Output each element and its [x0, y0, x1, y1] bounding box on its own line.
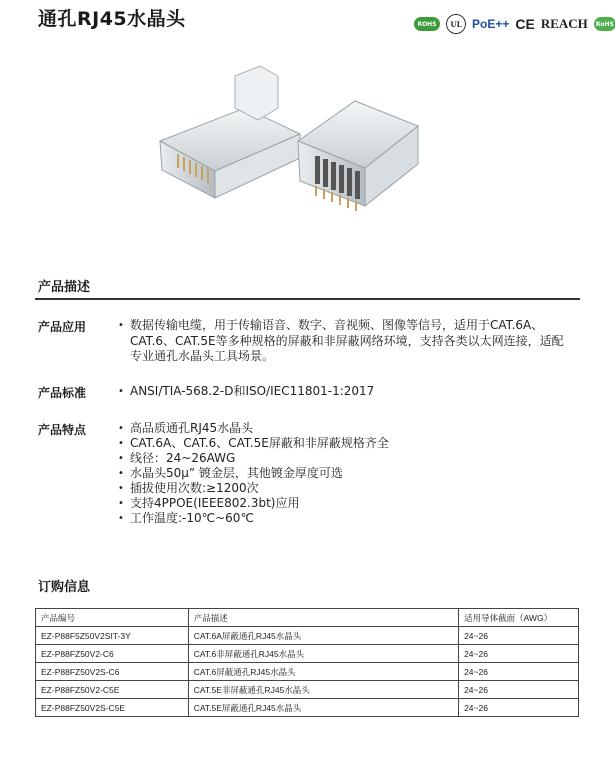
- bullet-icon: •: [118, 498, 124, 509]
- cell-description: CAT.6屏蔽通孔RJ45水晶头: [188, 663, 458, 681]
- table-row: [36, 645, 579, 663]
- description-heading: 产品描述: [38, 280, 91, 295]
- poe-logo: PoE++: [472, 17, 510, 31]
- page-title: 通孔RJ45水晶头: [38, 8, 186, 30]
- cell-part-number: EZ-P88FZ50V2S-C5E: [36, 699, 189, 717]
- header-awg: 适用导体截面（AWG）: [459, 609, 579, 627]
- list-item: • 插拔使用次数:≥1200次: [118, 481, 259, 495]
- application-text: • 数据传输电缆，用于传输语音、数字、音视频、图像等信号，适用于CAT.6A、 CAT.6、CAT.5E等多种规格的屏蔽和非屏蔽网络环境，支持各类以太网连接，适配 专业通孔水晶头工具场景。: [118, 318, 564, 363]
- list-item: • 线径：24~26AWG: [118, 451, 236, 465]
- list-item: • 水晶头50μ” 镀金层，其他镀金厚度可选: [118, 466, 343, 480]
- cell-awg: 24~26: [459, 681, 579, 699]
- cell-awg: 24~26: [459, 627, 579, 645]
- standard-text: • ANSI/TIA-568.2-D和ISO/IEC11801-1:2017: [118, 384, 375, 398]
- bullet-icon: •: [118, 386, 124, 397]
- bullet-icon: •: [118, 453, 124, 464]
- standard-label: 产品标准: [38, 386, 87, 400]
- rohs-green-icon: RoHS: [594, 17, 615, 31]
- cell-part-number: EZ-P88F5Z50V2SIT-3Y: [36, 627, 189, 645]
- bullet-icon: •: [118, 438, 124, 449]
- cell-awg: 24~26: [459, 645, 579, 663]
- cell-part-number: EZ-P88FZ50V2-C6: [36, 645, 189, 663]
- features-list: [118, 421, 588, 526]
- connector-left-icon: [160, 66, 300, 198]
- bullet-icon: •: [118, 423, 124, 434]
- cell-description: CAT.6A屏蔽通孔RJ45水晶头: [188, 627, 458, 645]
- table-header-row: [36, 609, 579, 627]
- header-part-number: 产品编号: [36, 609, 189, 627]
- cell-description: CAT.5E屏蔽通孔RJ45水晶头: [188, 699, 458, 717]
- cell-awg: 24~26: [459, 699, 579, 717]
- table-row: [36, 663, 579, 681]
- bullet-icon: •: [118, 513, 124, 524]
- connector-right-icon: [298, 101, 418, 211]
- application-label: 产品应用: [38, 320, 87, 334]
- table-row: [36, 699, 579, 717]
- features-label: 产品特点: [38, 423, 87, 437]
- bullet-icon: •: [118, 483, 124, 494]
- certification-logos: [414, 12, 615, 36]
- rohs-badge-icon: ROHS: [414, 17, 440, 31]
- reach-logo: REACH: [540, 16, 588, 31]
- ce-mark: CE: [515, 16, 535, 32]
- order-heading: 订购信息: [38, 580, 91, 595]
- description-divider: [35, 298, 580, 300]
- table-row: [36, 627, 579, 645]
- cell-description: CAT.6非屏蔽通孔RJ45水晶头: [188, 645, 458, 663]
- order-table: [35, 608, 579, 717]
- table-row: [36, 681, 579, 699]
- bullet-icon: •: [118, 468, 124, 479]
- cell-description: CAT.5E非屏蔽通孔RJ45水晶头: [188, 681, 458, 699]
- list-item: • 工作温度:-10℃~60℃: [118, 511, 254, 525]
- header-description: 产品描述: [188, 609, 458, 627]
- cell-part-number: EZ-P88FZ50V2S-C6: [36, 663, 189, 681]
- list-item: • 高品质通孔RJ45水晶头: [118, 421, 254, 435]
- cell-awg: 24~26: [459, 663, 579, 681]
- list-item: • 支持4PPOE(IEEE802.3bt)应用: [118, 496, 300, 510]
- bullet-icon: •: [118, 320, 124, 331]
- cell-part-number: EZ-P88FZ50V2-C5E: [36, 681, 189, 699]
- product-photo: [150, 46, 430, 236]
- list-item: • CAT.6A、CAT.6、CAT.5E屏蔽和非屏蔽规格齐全: [118, 436, 389, 450]
- ul-listed-icon: UL: [446, 14, 466, 34]
